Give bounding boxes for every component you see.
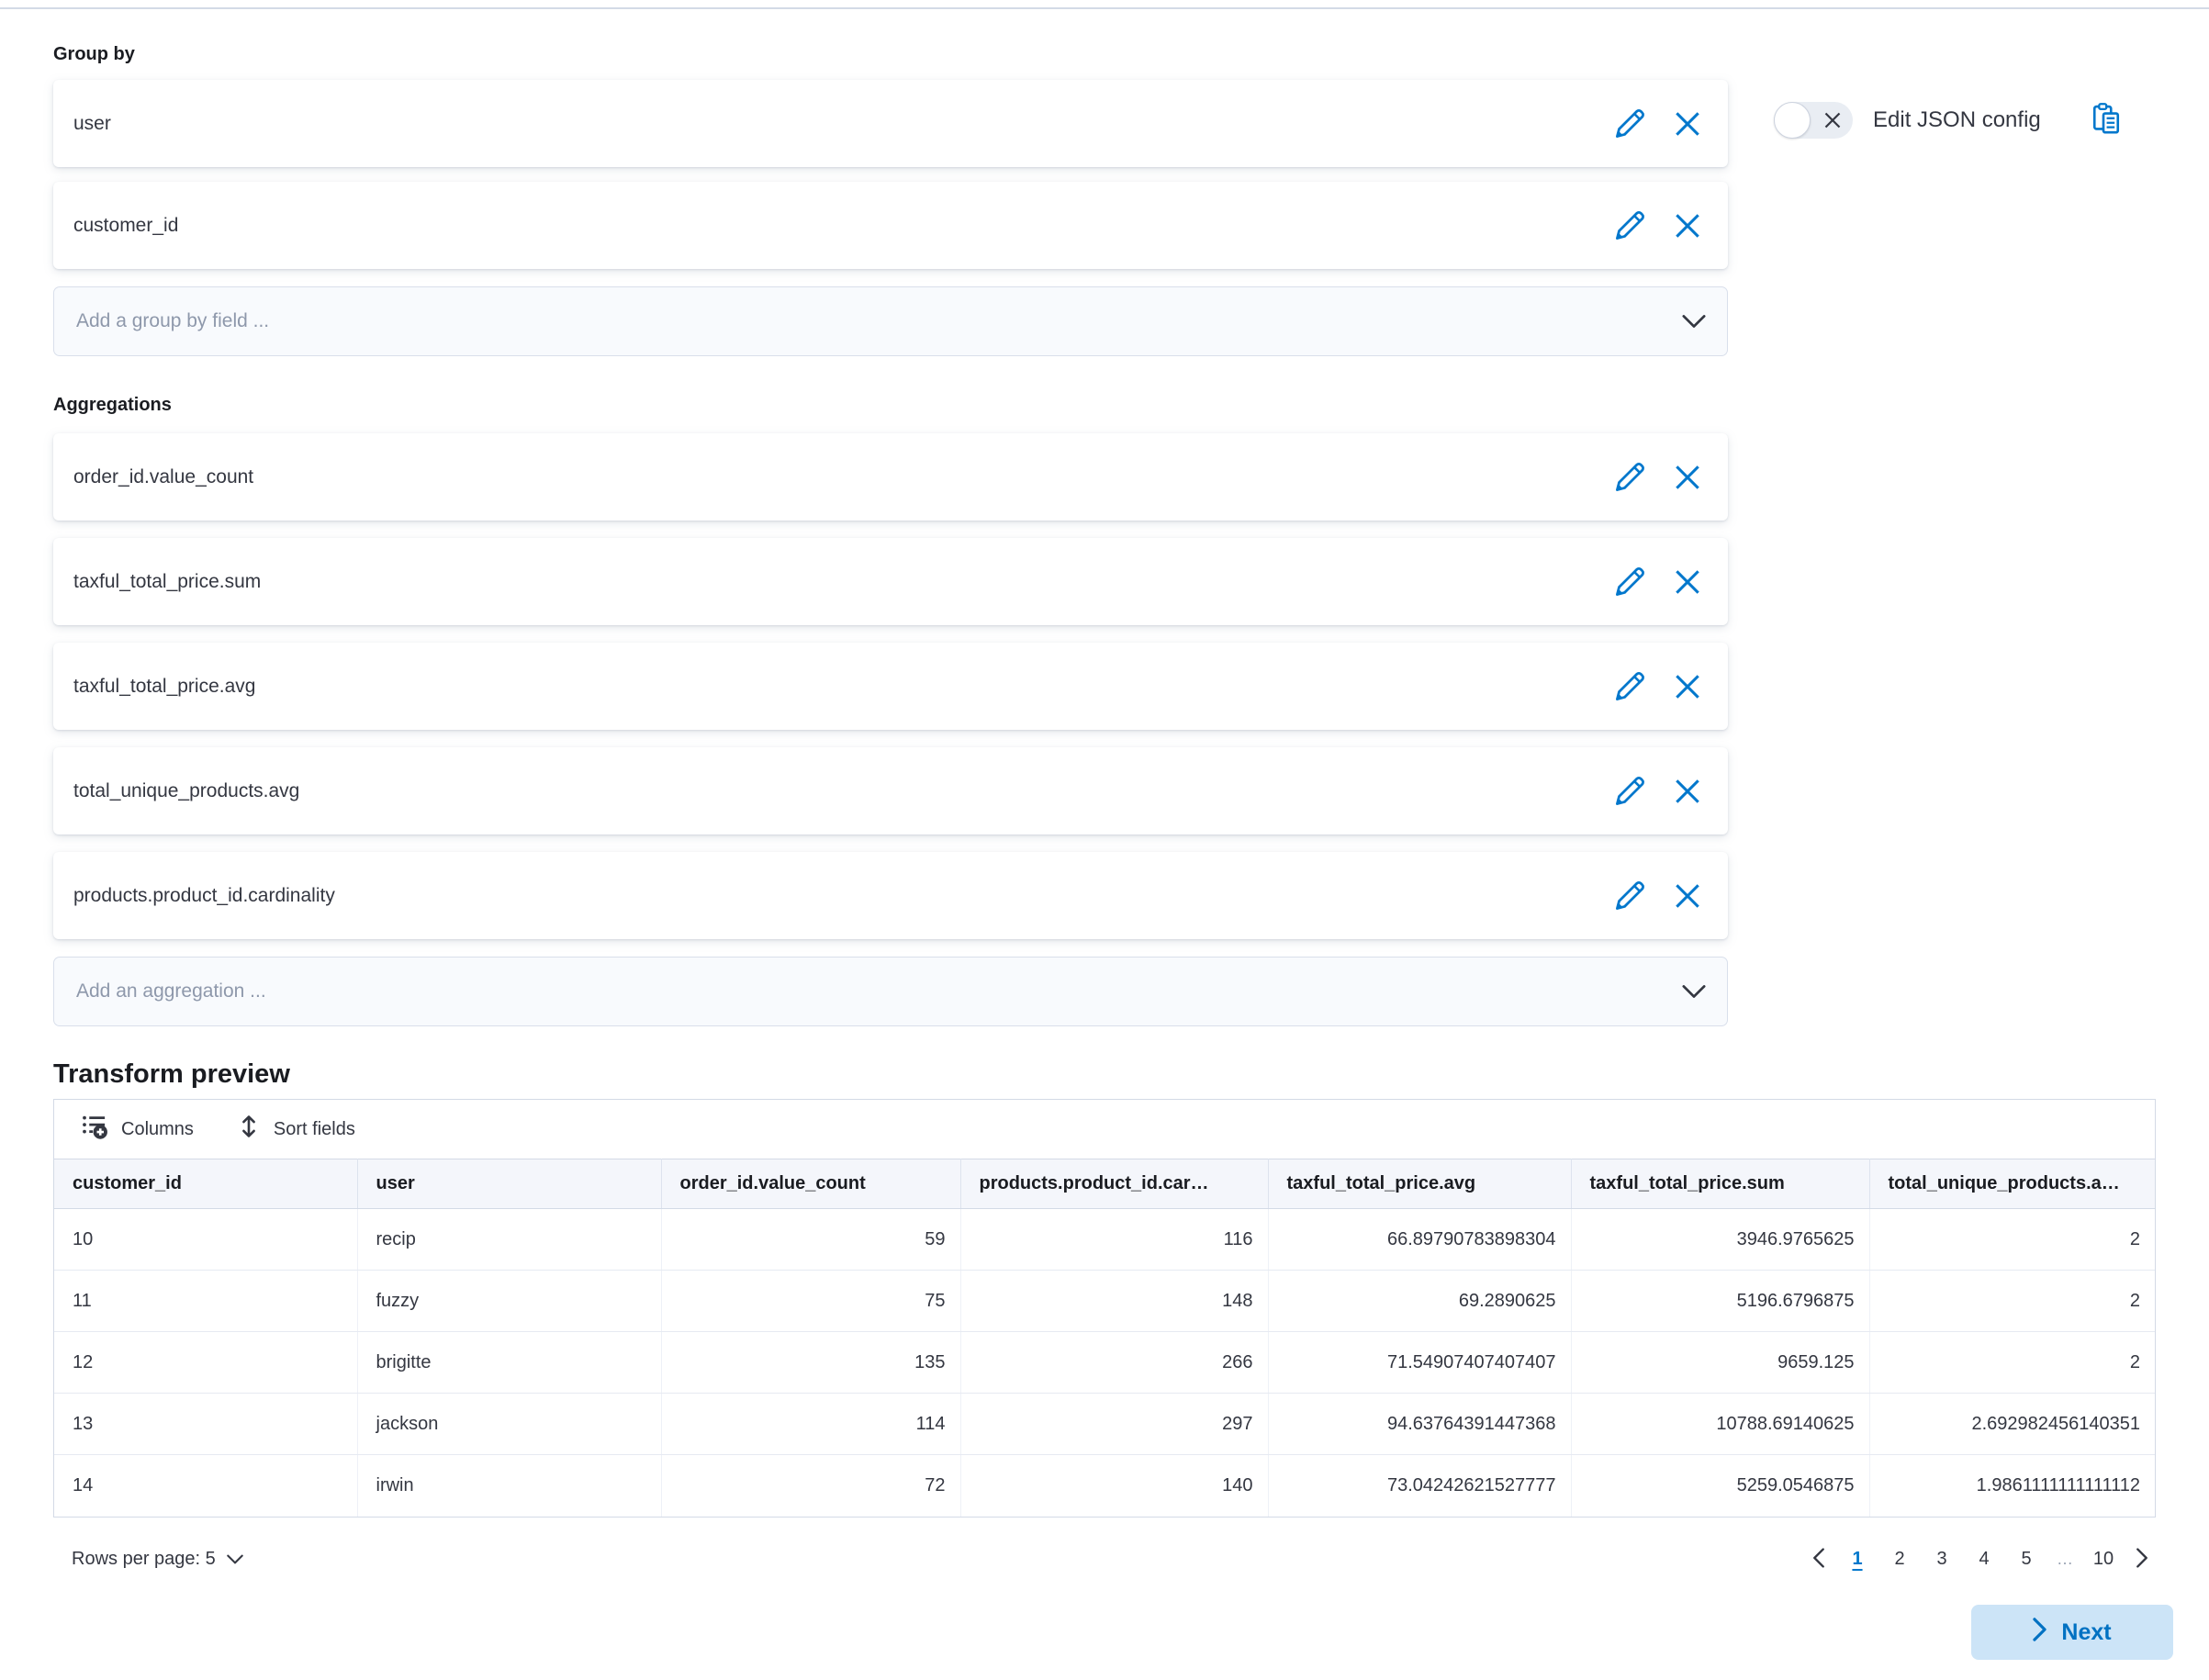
add-aggregation-input[interactable] xyxy=(53,957,1728,1026)
page-button-10[interactable]: 10 xyxy=(2086,1543,2121,1576)
chevron-right-icon xyxy=(2136,1548,2148,1571)
transform-preview-panel xyxy=(53,1099,2156,1518)
aggregation-item-label: total_unique_products.avg xyxy=(73,779,300,801)
cell-taxful-total-price-avg: 73.04242621527777 xyxy=(1268,1455,1571,1517)
edit-group-by-button[interactable] xyxy=(1614,108,1645,140)
aggregation-item-label: order_id.value_count xyxy=(73,465,254,487)
edit-group-by-button[interactable] xyxy=(1614,210,1645,241)
chevron-down-icon xyxy=(227,1549,243,1570)
group-by-item-label: customer_id xyxy=(73,214,179,236)
cell-customer-id: 13 xyxy=(54,1394,357,1455)
pagination-ellipsis: … xyxy=(2057,1550,2073,1568)
cell-customer-id: 14 xyxy=(54,1455,357,1517)
preview-footer xyxy=(53,1543,2156,1576)
aggregation-item-label: products.product_id.cardinality xyxy=(73,884,335,906)
cell-customer-id: 11 xyxy=(54,1271,357,1332)
table-row xyxy=(54,1209,2155,1271)
remove-aggregation-button[interactable] xyxy=(1675,674,1700,700)
remove-aggregation-button[interactable] xyxy=(1675,883,1700,909)
aggregation-item xyxy=(53,643,1728,730)
cell-products-product-id-cardinality: 116 xyxy=(960,1209,1268,1271)
group-by-item-label: user xyxy=(73,112,111,134)
column-header-taxful-total-price-sum[interactable]: taxful_total_price.sum xyxy=(1571,1159,1869,1209)
next-button[interactable] xyxy=(1971,1605,2173,1660)
cell-user: jackson xyxy=(357,1394,661,1455)
remove-aggregation-button[interactable] xyxy=(1675,465,1700,490)
remove-aggregation-button[interactable] xyxy=(1675,778,1700,804)
remove-group-by-button[interactable] xyxy=(1675,111,1700,137)
cell-taxful-total-price-sum: 5196.6796875 xyxy=(1571,1271,1869,1332)
columns-button-label: Columns xyxy=(121,1118,194,1139)
sort-updown-icon xyxy=(236,1113,262,1146)
edit-aggregation-button[interactable] xyxy=(1614,880,1645,912)
aggregation-item-actions xyxy=(1614,566,1700,598)
cell-total-unique-products-avg: 2 xyxy=(1869,1271,2155,1332)
aggregation-item-actions xyxy=(1614,776,1700,807)
cell-user: fuzzy xyxy=(357,1271,661,1332)
chevron-right-icon xyxy=(2033,1618,2046,1648)
add-group-by-combobox xyxy=(53,286,1728,356)
column-header-order-id-value-count[interactable]: order_id.value_count xyxy=(661,1159,960,1209)
aggregation-item-actions xyxy=(1614,880,1700,912)
column-header-user[interactable]: user xyxy=(357,1159,661,1209)
columns-button[interactable] xyxy=(82,1113,194,1146)
edit-json-config-label: Edit JSON config xyxy=(1873,106,2041,132)
column-header-taxful-total-price-avg[interactable]: taxful_total_price.avg xyxy=(1268,1159,1571,1209)
transform-config-main xyxy=(53,44,2156,1576)
cell-user: irwin xyxy=(357,1455,661,1517)
sort-fields-button-label: Sort fields xyxy=(273,1118,355,1139)
columns-icon xyxy=(82,1113,109,1146)
preview-table xyxy=(54,1159,2155,1517)
cell-taxful-total-price-sum: 9659.125 xyxy=(1571,1332,1869,1394)
edit-aggregation-button[interactable] xyxy=(1614,776,1645,807)
cell-total-unique-products-avg: 1.9861111111111112 xyxy=(1869,1455,2155,1517)
cell-products-product-id-cardinality: 140 xyxy=(960,1455,1268,1517)
add-group-by-input[interactable] xyxy=(53,286,1728,356)
sort-fields-button[interactable] xyxy=(236,1113,355,1146)
cell-customer-id: 12 xyxy=(54,1332,357,1394)
cell-user: brigitte xyxy=(357,1332,661,1394)
transform-preview-title: Transform preview xyxy=(53,1059,290,1089)
cell-products-product-id-cardinality: 148 xyxy=(960,1271,1268,1332)
page-button-1[interactable]: 1 xyxy=(1840,1543,1875,1576)
aggregations-label: Aggregations xyxy=(53,395,172,415)
preview-toolbar xyxy=(54,1100,2155,1159)
group-by-label: Group by xyxy=(53,44,135,64)
group-by-item-actions xyxy=(1614,108,1700,140)
page-button-2[interactable]: 2 xyxy=(1882,1543,1917,1576)
add-aggregation-combobox xyxy=(53,957,1728,1026)
cell-total-unique-products-avg: 2 xyxy=(1869,1332,2155,1394)
column-header-customer-id[interactable]: customer_id xyxy=(54,1159,357,1209)
cell-taxful-total-price-avg: 71.54907407407407 xyxy=(1268,1332,1571,1394)
cell-taxful-total-price-avg: 69.2890625 xyxy=(1268,1271,1571,1332)
table-header-row xyxy=(54,1159,2155,1209)
rows-per-page-label: Rows per page: 5 xyxy=(72,1549,216,1569)
group-by-item-actions xyxy=(1614,210,1700,241)
cell-taxful-total-price-avg: 66.89790783898304 xyxy=(1268,1209,1571,1271)
cell-products-product-id-cardinality: 266 xyxy=(960,1332,1268,1394)
cell-customer-id: 10 xyxy=(54,1209,357,1271)
edit-aggregation-button[interactable] xyxy=(1614,566,1645,598)
cell-order-id-value-count: 72 xyxy=(661,1455,960,1517)
aggregation-item xyxy=(53,538,1728,625)
cell-order-id-value-count: 59 xyxy=(661,1209,960,1271)
aggregation-item-label: taxful_total_price.avg xyxy=(73,675,256,697)
table-row xyxy=(54,1394,2155,1455)
cell-order-id-value-count: 135 xyxy=(661,1332,960,1394)
column-header-total-unique-products-avg[interactable]: total_unique_products.a… xyxy=(1869,1159,2155,1209)
cell-total-unique-products-avg: 2.692982456140351 xyxy=(1869,1394,2155,1455)
aggregation-item xyxy=(53,433,1728,521)
top-divider xyxy=(0,7,2209,9)
group-by-item-user xyxy=(53,80,1728,167)
cell-order-id-value-count: 75 xyxy=(661,1271,960,1332)
cell-total-unique-products-avg: 2 xyxy=(1869,1209,2155,1271)
table-row xyxy=(54,1455,2155,1517)
remove-group-by-button[interactable] xyxy=(1675,213,1700,239)
group-by-item-customer-id xyxy=(53,182,1728,269)
pagination xyxy=(1805,1543,2156,1576)
cell-taxful-total-price-sum: 3946.9765625 xyxy=(1571,1209,1869,1271)
remove-aggregation-button[interactable] xyxy=(1675,569,1700,595)
cell-taxful-total-price-sum: 5259.0546875 xyxy=(1571,1455,1869,1517)
cell-taxful-total-price-avg: 94.63764391447368 xyxy=(1268,1394,1571,1455)
aggregation-item xyxy=(53,852,1728,939)
next-page-button[interactable] xyxy=(2128,1548,2156,1571)
aggregation-item-label: taxful_total_price.sum xyxy=(73,570,262,592)
chevron-left-icon xyxy=(1812,1548,1825,1571)
page-button-5[interactable]: 5 xyxy=(2009,1543,2044,1576)
cell-products-product-id-cardinality: 297 xyxy=(960,1394,1268,1455)
table-row xyxy=(54,1271,2155,1332)
cell-taxful-total-price-sum: 10788.69140625 xyxy=(1571,1394,1869,1455)
aggregation-item xyxy=(53,747,1728,834)
next-button-label: Next xyxy=(2061,1618,2112,1645)
page-button-4[interactable]: 4 xyxy=(1967,1543,2002,1576)
cell-user: recip xyxy=(357,1209,661,1271)
edit-aggregation-button[interactable] xyxy=(1614,462,1645,493)
rows-per-page-button[interactable] xyxy=(53,1549,243,1570)
table-row xyxy=(54,1332,2155,1394)
cell-order-id-value-count: 114 xyxy=(661,1394,960,1455)
page-button-3[interactable]: 3 xyxy=(1924,1543,1959,1576)
previous-page-button[interactable] xyxy=(1805,1548,1833,1571)
aggregation-item-actions xyxy=(1614,671,1700,702)
edit-aggregation-button[interactable] xyxy=(1614,671,1645,702)
column-header-products-product-id-cardinality[interactable]: products.product_id.car… xyxy=(960,1159,1268,1209)
aggregation-item-actions xyxy=(1614,462,1700,493)
